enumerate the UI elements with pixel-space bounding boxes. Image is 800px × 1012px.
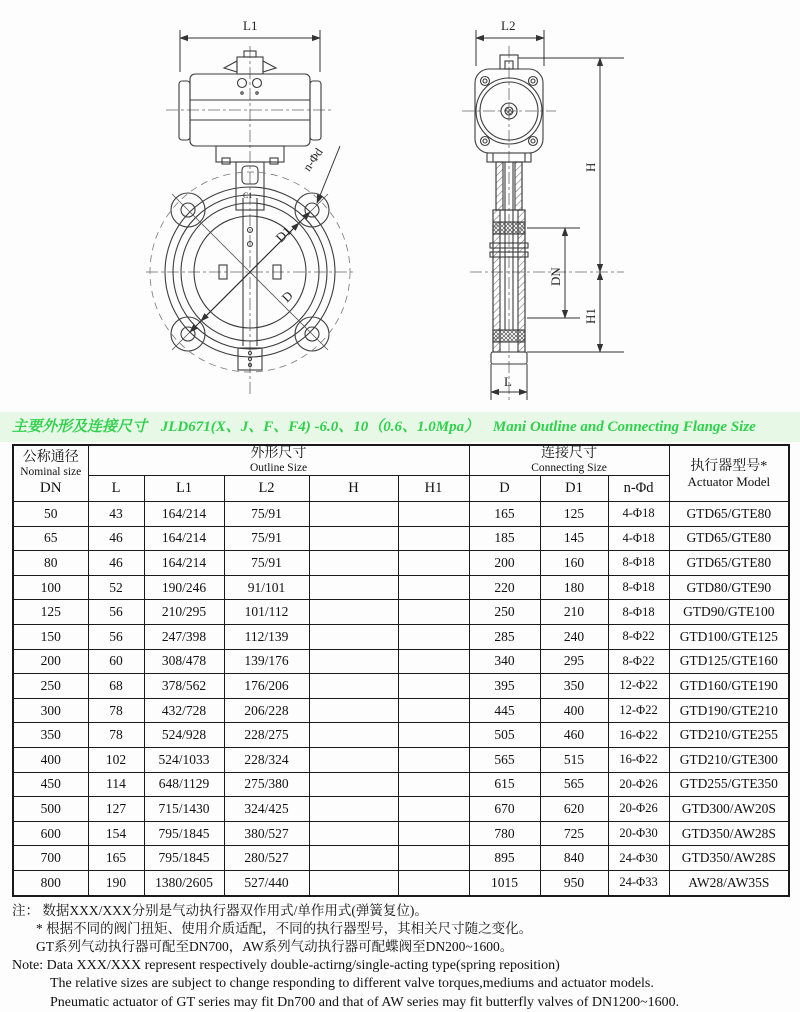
table-cell: 950 [540, 870, 608, 895]
table-cell: 43 [88, 502, 144, 527]
table-cell: 340 [469, 649, 540, 674]
table-cell: 395 [469, 674, 540, 699]
note-en-1: Note: Data XXX/XXX represent respectively double-actirng/single-acting type(spring reposition) [12, 957, 560, 973]
column-header: L1 [144, 476, 224, 502]
note-cn-2: * 根据不同的阀门扭矩、使用介质适配，不同的执行器型号，其相关尺寸随之变化。 [36, 920, 533, 936]
table-cell [398, 649, 469, 674]
table-cell: GTD125/GTE160 [669, 649, 789, 674]
table-cell: 100 [13, 575, 88, 600]
table-cell: GTD190/GTE210 [669, 698, 789, 723]
header-connecting-size: 连接尺寸 Connecting Size [469, 445, 669, 476]
table-cell: 500 [13, 797, 88, 822]
table-cell [309, 698, 398, 723]
note-cn-3: GT系列气动执行器可配至DN700，AW系列气动执行器可配蝶阀至DN200~1600。 [36, 939, 514, 955]
table-cell: 780 [469, 821, 540, 846]
table-cell: 524/928 [144, 723, 224, 748]
table-cell [309, 624, 398, 649]
table-cell: 46 [88, 526, 144, 551]
table-cell [398, 575, 469, 600]
table-cell: 50 [13, 502, 88, 527]
table-cell: 75/91 [224, 526, 309, 551]
section-title-model: JLD671(X、J、F、F4) -6.0、10（0.6、1.0Mpa） [160, 419, 480, 435]
table-cell: 228/324 [224, 747, 309, 772]
table-cell: 505 [469, 723, 540, 748]
table-cell: 350 [13, 723, 88, 748]
table-cell: 145 [540, 526, 608, 551]
header-nominal-size: 公称通径 Nominal size DN [13, 445, 88, 502]
table-row [13, 526, 789, 551]
table-cell: 240 [540, 624, 608, 649]
table-cell: GTD210/GTE255 [669, 723, 789, 748]
table-cell: 20-Φ26 [608, 797, 669, 822]
table-cell: 275/380 [224, 772, 309, 797]
table-cell [309, 502, 398, 527]
table-cell [398, 747, 469, 772]
table-cell: 250 [469, 600, 540, 625]
table-cell: GTD300/AW20S [669, 797, 789, 822]
table-cell: 4-Φ18 [608, 526, 669, 551]
dim-label-h1: H1 [583, 308, 598, 324]
table-cell [309, 551, 398, 576]
table-cell: 840 [540, 846, 608, 871]
table-row [13, 846, 789, 871]
table-cell: 150 [13, 624, 88, 649]
header-actuator-model: 执行器型号* Actuator Model [669, 445, 789, 502]
table-cell: 16-Φ22 [608, 723, 669, 748]
table-cell: 700 [13, 846, 88, 871]
valve-front-view [146, 18, 354, 396]
table-cell: 78 [88, 723, 144, 748]
table-cell: GTD65/GTE80 [669, 526, 789, 551]
table-cell: 795/1845 [144, 821, 224, 846]
table-cell [309, 747, 398, 772]
table-cell: 60 [88, 649, 144, 674]
note-en-2: The relative sizes are subject to change responding to different valve torques,mediums and actuator models. [50, 976, 654, 992]
table-cell: 620 [540, 797, 608, 822]
table-cell: 250 [13, 674, 88, 699]
table-row [13, 502, 789, 527]
table-cell: 432/728 [144, 698, 224, 723]
table-cell [398, 846, 469, 871]
table-cell: 164/214 [144, 551, 224, 576]
table-cell [309, 674, 398, 699]
column-header: D1 [540, 476, 608, 502]
table-cell: 125 [540, 502, 608, 527]
table-cell: 200 [469, 551, 540, 576]
table-cell: 78 [88, 698, 144, 723]
table-cell: GTD210/GTE300 [669, 747, 789, 772]
column-header: L [88, 476, 144, 502]
table-row [13, 772, 789, 797]
table-cell: 24-Φ30 [608, 846, 669, 871]
dim-label-d: D [278, 287, 296, 306]
table-cell: 308/478 [144, 649, 224, 674]
table-cell: 515 [540, 747, 608, 772]
header-outline-size: 外形尺寸 Outline Size [88, 445, 469, 476]
table-cell [398, 698, 469, 723]
dim-label-l: L [504, 374, 512, 389]
table-cell: 210 [540, 600, 608, 625]
table-cell: 228/275 [224, 723, 309, 748]
table-cell: 164/214 [144, 502, 224, 527]
table-cell: 210/295 [144, 600, 224, 625]
table-cell: 285 [469, 624, 540, 649]
table-cell: 12-Φ22 [608, 674, 669, 699]
table-cell: 527/440 [224, 870, 309, 895]
table-cell: 52 [88, 575, 144, 600]
table-cell: 180 [540, 575, 608, 600]
table-cell: 16-Φ22 [608, 747, 669, 772]
column-header: D [469, 476, 540, 502]
notes [0, 897, 800, 1012]
table-cell: 670 [469, 797, 540, 822]
table-cell [309, 526, 398, 551]
table-cell [398, 624, 469, 649]
table-cell: 220 [469, 575, 540, 600]
table-cell: 1015 [469, 870, 540, 895]
table-cell: 75/91 [224, 551, 309, 576]
table-cell: 324/425 [224, 797, 309, 822]
table-cell: 160 [540, 551, 608, 576]
table-cell [309, 600, 398, 625]
table-cell: AW28/AW35S [669, 870, 789, 895]
dimension-table [12, 444, 790, 897]
dim-label-l1: L1 [243, 18, 258, 33]
note-en-3: Pneumatic actuator of GT series may fit Dn700 and that of AW series may fit butterfly valves of DN1200~1600. [50, 994, 680, 1010]
table-cell: 8-Φ18 [608, 600, 669, 625]
table-cell: 795/1845 [144, 846, 224, 871]
table-row [13, 649, 789, 674]
table-cell: 200 [13, 649, 88, 674]
table-cell: 114 [88, 772, 144, 797]
table-cell: GTD65/GTE80 [669, 502, 789, 527]
table-cell: 24-Φ33 [608, 870, 669, 895]
table-cell: 600 [13, 821, 88, 846]
table-cell: GTD160/GTE190 [669, 674, 789, 699]
table-cell: 80 [13, 551, 88, 576]
table-row [13, 551, 789, 576]
table-cell [398, 723, 469, 748]
table-cell [309, 649, 398, 674]
table-cell: 280/527 [224, 846, 309, 871]
table-cell [398, 870, 469, 895]
table-cell: 20-Φ26 [608, 772, 669, 797]
column-header: H1 [398, 476, 469, 502]
table-cell: 190 [88, 870, 144, 895]
table-cell: 154 [88, 821, 144, 846]
table-row [13, 624, 789, 649]
table-cell: 65 [13, 526, 88, 551]
table-cell [398, 674, 469, 699]
table-cell: 565 [469, 747, 540, 772]
table-cell: 101/112 [224, 600, 309, 625]
table-cell [398, 502, 469, 527]
table-cell: 102 [88, 747, 144, 772]
table-row [13, 723, 789, 748]
table-cell: 378/562 [144, 674, 224, 699]
column-header: n-Φd [608, 476, 669, 502]
table-cell: 185 [469, 526, 540, 551]
table-cell [398, 772, 469, 797]
table-cell: GTD90/GTE100 [669, 600, 789, 625]
table-cell: 164/214 [144, 526, 224, 551]
table-row [13, 747, 789, 772]
table-row [13, 600, 789, 625]
table-cell: 139/176 [224, 649, 309, 674]
table-cell: 725 [540, 821, 608, 846]
table-cell: 400 [13, 747, 88, 772]
table-cell: 165 [88, 846, 144, 871]
dim-label-h: H [583, 162, 598, 172]
table-cell: GTD350/AW28S [669, 846, 789, 871]
table-cell: 176/206 [224, 674, 309, 699]
table-cell: 247/398 [144, 624, 224, 649]
table-cell [309, 575, 398, 600]
table-row [13, 821, 789, 846]
table-cell [398, 797, 469, 822]
column-header: L2 [224, 476, 309, 502]
section-title-en: Mani Outline and Connecting Flange Size [492, 419, 756, 435]
table-cell: 125 [13, 600, 88, 625]
column-header: H [309, 476, 398, 502]
dim-label-d1: D1 [272, 223, 295, 246]
table-cell: 295 [540, 649, 608, 674]
table-cell: 91/101 [224, 575, 309, 600]
table-cell: 400 [540, 698, 608, 723]
table-cell: 8-Φ18 [608, 575, 669, 600]
table-cell [309, 723, 398, 748]
table-cell [309, 772, 398, 797]
table-row [13, 870, 789, 895]
table-cell: 615 [469, 772, 540, 797]
table-cell: 380/527 [224, 821, 309, 846]
table-cell: 56 [88, 600, 144, 625]
table-cell: 20-Φ30 [608, 821, 669, 846]
table-cell: 565 [540, 772, 608, 797]
table-body [13, 502, 789, 896]
valve-drawings-svg [0, 0, 800, 412]
table-cell: 1380/2605 [144, 870, 224, 895]
table-cell: GTD255/GTE350 [669, 772, 789, 797]
table-cell: GTD100/GTE125 [669, 624, 789, 649]
table-cell: 75/91 [224, 502, 309, 527]
table-cell [398, 551, 469, 576]
note-cn-1: 注： 数据XXX/XXX分别是气动执行器双作用式/单作用式(弹簧复位)。 [12, 902, 428, 918]
table-cell [309, 870, 398, 895]
table-cell: 56 [88, 624, 144, 649]
table-row [13, 575, 789, 600]
table-cell: 190/246 [144, 575, 224, 600]
table-cell: GTD80/GTE90 [669, 575, 789, 600]
table-cell [309, 846, 398, 871]
table-row [13, 674, 789, 699]
table-cell: 4-Φ18 [608, 502, 669, 527]
valve-side-view [462, 18, 624, 400]
table-cell [398, 821, 469, 846]
table-cell [398, 600, 469, 625]
table-cell: GTD65/GTE80 [669, 551, 789, 576]
table-cell: 350 [540, 674, 608, 699]
dim-label-n-phi-d: n-Φd [299, 145, 326, 174]
table-cell: 715/1430 [144, 797, 224, 822]
table-cell: 206/228 [224, 698, 309, 723]
table-cell: 8-Φ18 [608, 551, 669, 576]
dim-label-l2: L2 [501, 18, 516, 33]
table-cell [309, 797, 398, 822]
table-cell: 127 [88, 797, 144, 822]
stem-label: C1 [243, 191, 253, 200]
table-cell: 68 [88, 674, 144, 699]
table-cell: 12-Φ22 [608, 698, 669, 723]
table-cell: 648/1129 [144, 772, 224, 797]
table-cell [398, 526, 469, 551]
table-cell: 8-Φ22 [608, 649, 669, 674]
table-cell [309, 821, 398, 846]
table-cell: 445 [469, 698, 540, 723]
table-cell: 450 [13, 772, 88, 797]
table-cell: 112/139 [224, 624, 309, 649]
table-cell: 46 [88, 551, 144, 576]
table-cell: 524/1033 [144, 747, 224, 772]
section-title-cn: 主要外形及连接尺寸 [12, 419, 148, 435]
dim-label-dn: DN [548, 267, 563, 286]
table-cell: 8-Φ22 [608, 624, 669, 649]
table-cell: 165 [469, 502, 540, 527]
technical-drawings [0, 0, 800, 412]
table-cell: GTD350/AW28S [669, 821, 789, 846]
table-cell: 895 [469, 846, 540, 871]
table-row [13, 797, 789, 822]
table-cell: 800 [13, 870, 88, 895]
table-cell: 460 [540, 723, 608, 748]
table-row [13, 698, 789, 723]
section-title [0, 412, 800, 442]
table-cell: 300 [13, 698, 88, 723]
